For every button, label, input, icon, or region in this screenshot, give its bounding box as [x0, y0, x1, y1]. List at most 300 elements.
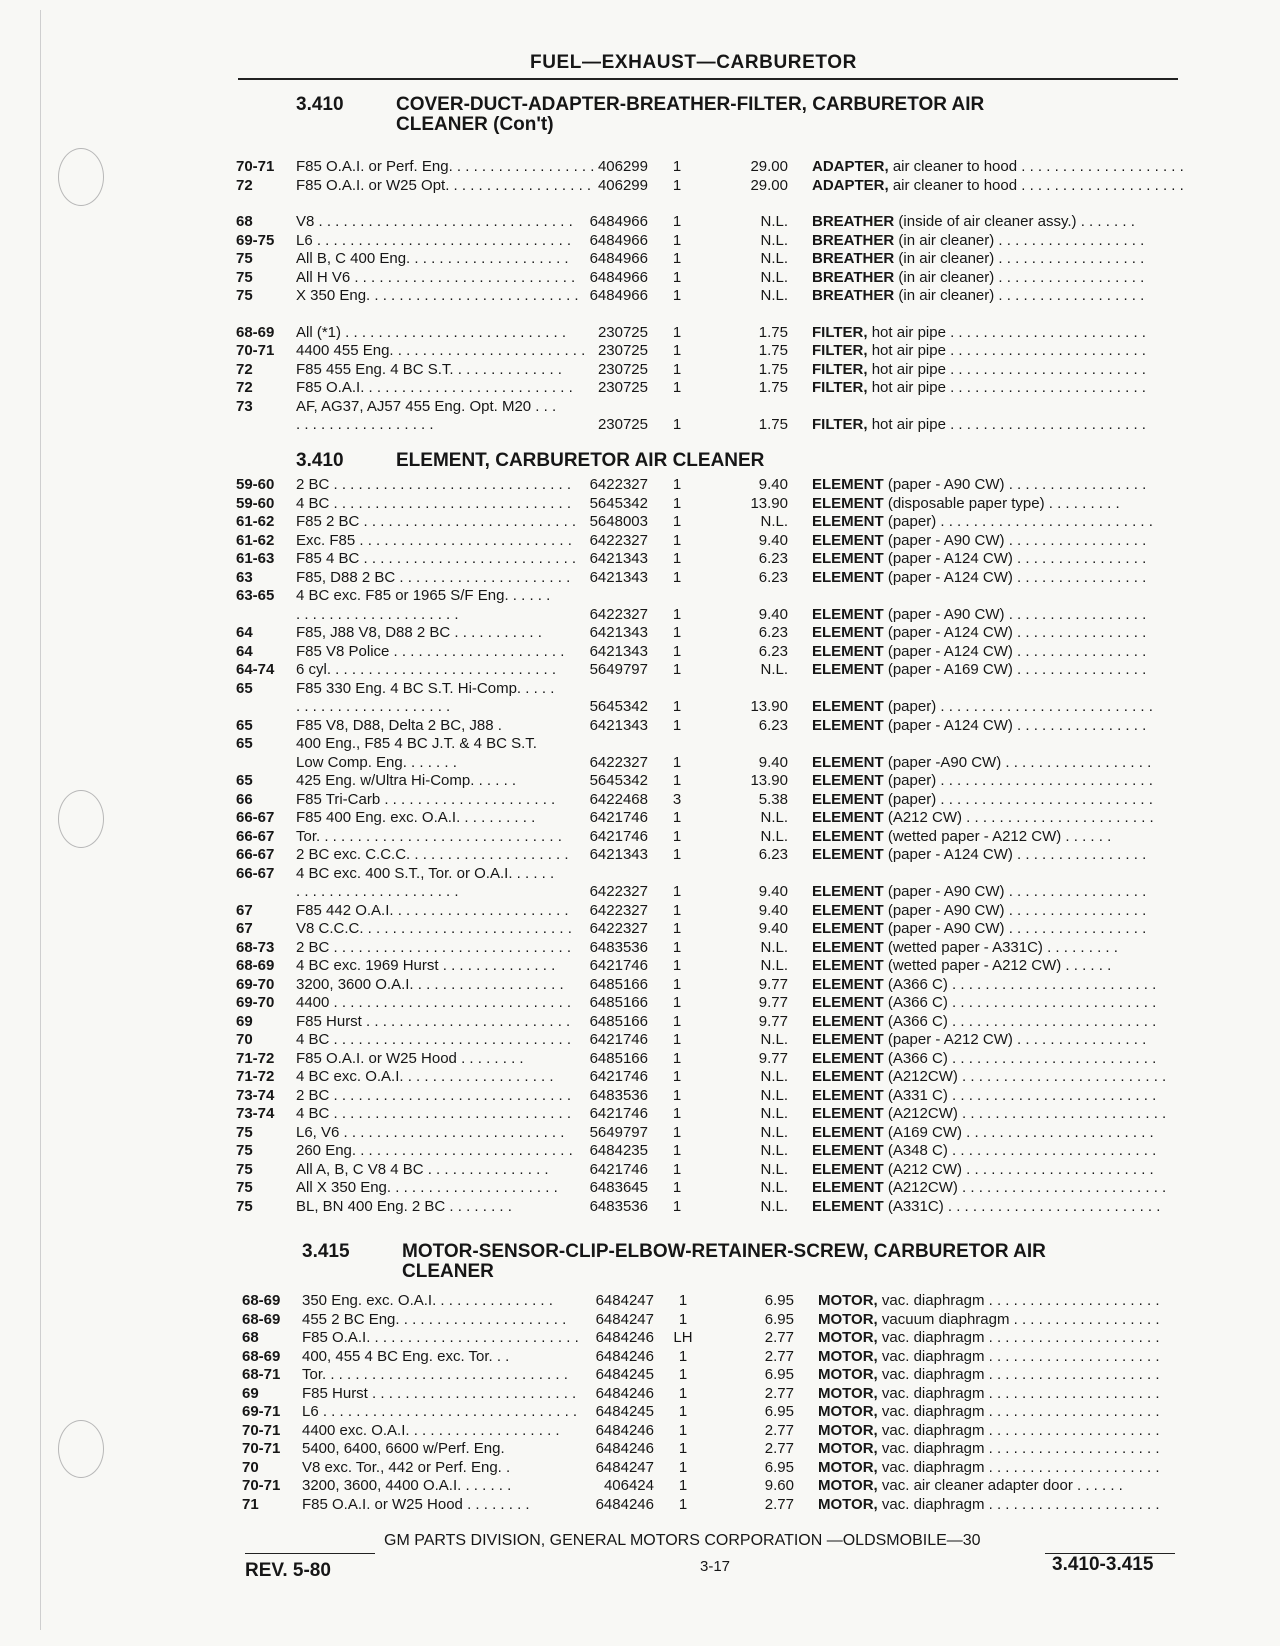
part-number: 6421746 — [589, 1160, 648, 1178]
part-description — [812, 532, 1182, 551]
model-year: 61-62 — [236, 513, 275, 530]
part-keyword: FILTER, — [812, 323, 868, 341]
part-number: 6485166 — [589, 975, 648, 993]
part-number: 6484966 — [589, 268, 648, 286]
part-description — [812, 846, 1182, 865]
model-description: 2 BC . . . . . . . . . . . . . . . . . . . . . . . . . . . . . — [296, 476, 572, 493]
part-number: 6422327 — [589, 605, 648, 623]
part-number: 6484246 — [595, 1347, 654, 1365]
part-description — [812, 994, 1182, 1013]
model-year: 66-67 — [236, 809, 275, 826]
quantity: 1 — [678, 1421, 688, 1439]
part-detail: (A212CW) . . . . . . . . . . . . . . . . . . . . . . . . . — [883, 1068, 1167, 1085]
price: 2.77 — [764, 1440, 794, 1457]
price: N.L. — [760, 827, 788, 845]
part-detail: vac. diaphragm . . . . . . . . . . . . . . . . . . . . . — [877, 1366, 1160, 1383]
model-description: F85 O.A.I. . . . . . . . . . . . . . . . . . . . . . . . . . — [296, 379, 573, 396]
part-description — [812, 920, 1182, 939]
price: 1.75 — [758, 323, 788, 341]
model-year: 75 — [236, 1160, 253, 1178]
model-year: 68-73 — [236, 938, 275, 956]
price: N.L. — [760, 268, 788, 286]
part-keyword: ELEMENT — [812, 513, 884, 530]
model-year: 70-71 — [242, 1440, 281, 1457]
table-row — [236, 680, 1182, 717]
part-detail: (paper - A124 CW) . . . . . . . . . . . . . . . . — [883, 624, 1147, 641]
quantity: 1 — [672, 176, 682, 194]
quantity: 1 — [678, 1403, 688, 1420]
part-number: 6421746 — [589, 1031, 648, 1048]
price: 13.90 — [750, 698, 788, 715]
quantity: 1 — [672, 379, 682, 396]
part-keyword: BREATHER — [812, 213, 895, 230]
part-number: 406424 — [603, 1477, 654, 1494]
part-description — [812, 883, 1182, 902]
quantity: 1 — [672, 550, 682, 567]
price: N.L. — [760, 957, 788, 974]
quantity: 1 — [672, 268, 682, 286]
quantity: 1 — [672, 1123, 682, 1141]
quantity: 1 — [672, 287, 682, 304]
quantity: 1 — [678, 1477, 688, 1494]
model-year: 72 — [236, 360, 253, 378]
price: N.L. — [760, 809, 788, 826]
section-heading-element — [296, 451, 764, 471]
model-year: 68-71 — [242, 1366, 281, 1383]
model-year: 63-65 — [236, 587, 275, 604]
part-number: 5645342 — [589, 772, 648, 789]
table-row — [236, 865, 1182, 902]
model-description: L6, V6 . . . . . . . . . . . . . . . . . . . . . . . . . . . — [296, 1123, 565, 1141]
part-description — [812, 1050, 1182, 1069]
model-description: 2 BC . . . . . . . . . . . . . . . . . . . . . . . . . . . . . — [296, 938, 572, 956]
part-description — [818, 1329, 1188, 1348]
price: 6.23 — [758, 568, 788, 586]
table-row — [236, 920, 1182, 939]
part-detail: (paper - A90 CW) . . . . . . . . . . . . . . . . . — [883, 531, 1147, 549]
part-description — [818, 1459, 1188, 1478]
part-keyword: MOTOR, — [818, 1292, 878, 1309]
part-keyword: ELEMENT — [812, 1012, 884, 1030]
model-year: 68-69 — [242, 1292, 281, 1309]
model-year: 66-67 — [236, 827, 275, 845]
table-row — [236, 1124, 1182, 1143]
part-number: 6484966 — [589, 231, 648, 249]
part-number: 6484245 — [595, 1403, 654, 1420]
table-row — [236, 177, 1182, 196]
part-keyword: FILTER, — [812, 342, 868, 359]
part-number: 6422468 — [589, 790, 648, 808]
quantity: 1 — [678, 1495, 688, 1513]
model-description: All B, C 400 Eng. . . . . . . . . . . . . . . . . . . . — [296, 250, 569, 267]
table-row — [236, 1087, 1182, 1106]
price: 2.77 — [764, 1347, 794, 1365]
part-detail: (in air cleaner) . . . . . . . . . . . . . . . . . . — [894, 250, 1145, 267]
price: 9.77 — [758, 1012, 788, 1030]
model-year: 72 — [236, 176, 253, 194]
part-keyword: ELEMENT — [812, 605, 884, 623]
model-description: BL, BN 400 Eng. 2 BC . . . . . . . . — [296, 1197, 512, 1215]
footer-revision: REV. 5-80 — [245, 1560, 331, 1581]
model-year: 70 — [242, 1458, 259, 1476]
section-heading-cover-duct — [296, 95, 984, 135]
part-keyword: MOTOR, — [818, 1403, 878, 1420]
binding-edge — [40, 10, 41, 1630]
part-number: 6483536 — [589, 938, 648, 956]
part-description — [812, 495, 1182, 514]
part-description — [812, 287, 1182, 306]
price: 13.90 — [750, 494, 788, 512]
model-year: 70 — [236, 1031, 253, 1048]
table-row — [236, 846, 1182, 865]
part-description — [812, 250, 1182, 269]
model-description: 455 2 BC Eng. . . . . . . . . . . . . . . . . . . . . — [302, 1310, 567, 1328]
part-keyword: FILTER, — [812, 416, 868, 433]
part-description — [812, 939, 1182, 958]
price: 13.90 — [750, 772, 788, 789]
model-description: All X 350 Eng. . . . . . . . . . . . . . . . . . . . . — [296, 1179, 558, 1196]
section-title-cont: CLEANER (Con't) — [396, 114, 554, 135]
price: N.L. — [760, 1068, 788, 1085]
model-year: 59-60 — [236, 476, 275, 493]
part-number: 6483645 — [589, 1179, 648, 1196]
model-year: 67 — [236, 920, 253, 937]
part-keyword: FILTER, — [812, 379, 868, 396]
part-description — [812, 1179, 1182, 1198]
footer-division: GM PARTS DIVISION, GENERAL MOTORS CORPORATION —OLDSMOBILE—30 — [384, 1532, 981, 1549]
part-description — [812, 957, 1182, 976]
part-description — [812, 1105, 1182, 1124]
model-year: 65 — [236, 735, 253, 752]
table-row — [236, 1068, 1182, 1087]
part-detail: (paper) . . . . . . . . . . . . . . . . . . . . . . . . . . — [883, 698, 1153, 715]
model-description: 2 BC exc. C.C.C. . . . . . . . . . . . . . . . . . . . — [296, 846, 569, 863]
part-detail: (paper - A90 CW) . . . . . . . . . . . . . . . . . — [883, 605, 1147, 623]
model-year: 75 — [236, 1179, 253, 1196]
part-detail: (A366 C) . . . . . . . . . . . . . . . . . . . . . . . . . — [883, 1049, 1157, 1067]
header-rule — [238, 78, 1178, 80]
quantity: 1 — [672, 323, 682, 341]
part-detail: (paper - A124 CW) . . . . . . . . . . . . . . . . — [883, 846, 1147, 863]
part-detail: (paper -A90 CW) . . . . . . . . . . . . . . . . . . — [883, 753, 1152, 771]
part-keyword: ELEMENT — [812, 772, 884, 789]
model-year: 72 — [236, 379, 253, 396]
part-number: 6483536 — [589, 1197, 648, 1215]
part-keyword: ELEMENT — [812, 1142, 884, 1159]
quantity: 1 — [678, 1384, 688, 1402]
part-detail: air cleaner to hood . . . . . . . . . . . . . . . . . . . . — [888, 176, 1184, 194]
quantity: 1 — [678, 1458, 688, 1476]
model-year: 68-69 — [236, 323, 275, 341]
part-detail: air cleaner to hood . . . . . . . . . . . . . . . . . . . . — [888, 158, 1184, 175]
table-row — [242, 1403, 1188, 1422]
part-keyword: MOTOR, — [818, 1495, 878, 1513]
part-description — [818, 1403, 1188, 1422]
price: 29.00 — [750, 176, 788, 194]
part-description — [812, 643, 1182, 662]
part-number: 230725 — [597, 360, 648, 378]
quantity: 1 — [672, 342, 682, 359]
model-description: X 350 Eng. . . . . . . . . . . . . . . . . . . . . . . . . . — [296, 287, 579, 304]
part-description — [818, 1496, 1188, 1515]
price: N.L. — [760, 250, 788, 267]
part-keyword: FILTER, — [812, 360, 868, 378]
part-keyword: ELEMENT — [812, 1049, 884, 1067]
price: N.L. — [760, 1179, 788, 1196]
model-year: 64 — [236, 624, 253, 641]
price: N.L. — [760, 213, 788, 230]
section-number: 3.415 — [302, 1241, 350, 1262]
price: 6.95 — [764, 1310, 794, 1328]
part-keyword: ELEMENT — [812, 827, 884, 845]
part-description — [812, 717, 1182, 736]
part-keyword: ELEMENT — [812, 698, 884, 715]
part-description — [818, 1348, 1188, 1367]
quantity: 1 — [672, 827, 682, 845]
price: 2.77 — [764, 1495, 794, 1513]
part-keyword: ELEMENT — [812, 1086, 884, 1104]
price: N.L. — [760, 231, 788, 249]
table-row — [236, 717, 1182, 736]
quantity: 1 — [672, 698, 682, 715]
quantity: 1 — [672, 158, 682, 175]
quantity: 1 — [672, 231, 682, 249]
table-row — [236, 398, 1182, 435]
price: 6.95 — [764, 1403, 794, 1420]
table-row — [236, 1013, 1182, 1032]
model-year: 70-71 — [236, 342, 275, 359]
quantity: 1 — [672, 809, 682, 826]
part-description — [812, 1124, 1182, 1143]
part-description — [812, 791, 1182, 810]
part-description — [812, 754, 1182, 773]
quantity: 1 — [672, 250, 682, 267]
part-number: 6421746 — [589, 1068, 648, 1085]
model-description: 4 BC . . . . . . . . . . . . . . . . . . . . . . . . . . . . . — [296, 1031, 572, 1048]
table-row — [236, 643, 1182, 662]
part-number: 6422327 — [589, 901, 648, 919]
part-description — [812, 809, 1182, 828]
table-row — [236, 379, 1182, 398]
punch-hole-middle — [58, 790, 104, 848]
table-row — [242, 1422, 1188, 1441]
price: 1.75 — [758, 360, 788, 378]
table-row — [236, 976, 1182, 995]
model-year: 61-63 — [236, 550, 275, 567]
price: 6.95 — [764, 1458, 794, 1476]
price: 6.95 — [764, 1366, 794, 1383]
price: 9.40 — [758, 605, 788, 623]
part-number: 6484966 — [589, 213, 648, 230]
part-number: 6421746 — [589, 827, 648, 845]
section-title: MOTOR-SENSOR-CLIP-ELBOW-RETAINER-SCREW, CARBURETOR AIR — [402, 1241, 1046, 1262]
part-description — [812, 569, 1182, 588]
price: 9.40 — [758, 476, 788, 493]
model-description: F85 O.A.I. or W25 Hood . . . . . . . . — [296, 1049, 524, 1067]
model-year: 59-60 — [236, 494, 275, 512]
table-row — [236, 324, 1182, 343]
part-keyword: ELEMENT — [812, 809, 884, 826]
part-description — [812, 213, 1182, 232]
part-keyword: MOTOR, — [818, 1477, 878, 1494]
quantity: LH — [673, 1329, 693, 1346]
table-row — [236, 791, 1182, 810]
part-number: 406299 — [597, 158, 648, 175]
part-number: 5648003 — [589, 513, 648, 530]
part-description — [812, 1068, 1182, 1087]
quantity: 1 — [672, 920, 682, 937]
price: 29.00 — [750, 158, 788, 175]
model-description: 6 cyl. . . . . . . . . . . . . . . . . . . . . . . . . . . . — [296, 661, 557, 678]
price: 9.40 — [758, 920, 788, 937]
part-number: 6422327 — [589, 883, 648, 900]
model-year: 64-74 — [236, 661, 275, 678]
footer-rule-left — [245, 1553, 375, 1554]
model-year: 69-70 — [236, 994, 275, 1011]
model-description: F85 Hurst . . . . . . . . . . . . . . . . . . . . . . . . . — [302, 1384, 577, 1402]
part-keyword: BREATHER — [812, 268, 895, 286]
table-row — [236, 287, 1182, 306]
part-detail: (paper - A90 CW) . . . . . . . . . . . . . . . . . — [883, 920, 1147, 937]
part-keyword: ADAPTER, — [812, 158, 889, 175]
price: 6.23 — [758, 550, 788, 567]
part-detail: (paper - A124 CW) . . . . . . . . . . . . . . . . — [883, 568, 1147, 586]
model-year: 68-69 — [242, 1310, 281, 1328]
table-row — [236, 513, 1182, 532]
part-number: 6421343 — [589, 550, 648, 567]
part-number: 6484235 — [589, 1142, 648, 1159]
part-keyword: BREATHER — [812, 231, 895, 249]
model-description: 2 BC . . . . . . . . . . . . . . . . . . . . . . . . . . . . . — [296, 1086, 572, 1104]
parts-table-motor-sensor — [242, 1292, 1188, 1514]
part-keyword: ELEMENT — [812, 938, 884, 956]
model-year: 73-74 — [236, 1086, 275, 1104]
model-description: All (*1) . . . . . . . . . . . . . . . . . . . . . . . . . . . — [296, 323, 567, 341]
part-description — [812, 158, 1182, 177]
part-detail: (A366 C) . . . . . . . . . . . . . . . . . . . . . . . . . — [883, 994, 1157, 1011]
table-row — [236, 476, 1182, 495]
part-detail: vac. diaphragm . . . . . . . . . . . . . . . . . . . . . — [877, 1421, 1160, 1439]
part-detail: (in air cleaner) . . . . . . . . . . . . . . . . . . — [894, 287, 1145, 304]
section-title: ELEMENT, CARBURETOR AIR CLEANER — [396, 450, 765, 471]
part-keyword: ELEMENT — [812, 901, 884, 919]
model-year: 68 — [236, 213, 253, 230]
quantity: 1 — [672, 975, 682, 993]
table-row — [236, 158, 1182, 177]
part-detail: (paper - A90 CW) . . . . . . . . . . . . . . . . . — [883, 476, 1147, 493]
part-number: 6484246 — [595, 1495, 654, 1513]
price: 1.75 — [758, 379, 788, 396]
model-description: Tor. . . . . . . . . . . . . . . . . . . . . . . . . . . . . . — [296, 827, 562, 845]
table-row — [242, 1385, 1188, 1404]
part-description — [812, 772, 1182, 791]
table-row — [242, 1459, 1188, 1478]
model-year: 69 — [242, 1384, 259, 1402]
model-year: 64 — [236, 642, 253, 660]
part-detail: (A169 CW) . . . . . . . . . . . . . . . . . . . . . . . — [883, 1123, 1154, 1141]
part-number: 5649797 — [589, 1123, 648, 1141]
price: N.L. — [760, 1105, 788, 1122]
part-description — [812, 1013, 1182, 1032]
model-description: F85 O.A.I. or W25 Hood . . . . . . . . — [302, 1495, 530, 1513]
part-number: 6484245 — [595, 1366, 654, 1383]
model-description: 4400 exc. O.A.I. . . . . . . . . . . . . . . . . . . — [302, 1421, 560, 1439]
table-row — [242, 1292, 1188, 1311]
model-description: F85 400 Eng. exc. O.A.I. . . . . . . . . . — [296, 809, 536, 826]
model-description: 4 BC . . . . . . . . . . . . . . . . . . . . . . . . . . . . . — [296, 1105, 572, 1122]
part-description — [812, 361, 1182, 380]
quantity: 1 — [672, 846, 682, 863]
part-keyword: ELEMENT — [812, 920, 884, 937]
model-year: 75 — [236, 1142, 253, 1159]
table-row — [236, 1198, 1182, 1217]
part-detail: vac. diaphragm . . . . . . . . . . . . . . . . . . . . . — [877, 1347, 1160, 1365]
model-year: 75 — [236, 250, 253, 267]
part-description — [812, 269, 1182, 288]
part-detail: vac. air cleaner adapter door . . . . . . — [877, 1477, 1123, 1494]
part-description — [818, 1311, 1188, 1330]
table-row — [236, 809, 1182, 828]
model-description: F85, D88 2 BC . . . . . . . . . . . . . . . . . . . . . — [296, 568, 571, 586]
price: N.L. — [760, 1197, 788, 1215]
model-year: 63 — [236, 568, 253, 586]
part-detail: vacuum diaphragm . . . . . . . . . . . . . . . . . . — [877, 1310, 1160, 1328]
model-year: 61-62 — [236, 531, 275, 549]
part-detail: (wetted paper - A212 CW) . . . . . . — [883, 827, 1112, 845]
part-keyword: ELEMENT — [812, 994, 884, 1011]
part-detail: (A331 C) . . . . . . . . . . . . . . . . . . . . . . . . . — [883, 1086, 1157, 1104]
part-description — [818, 1477, 1188, 1496]
table-row — [236, 269, 1182, 288]
table-row — [236, 1105, 1182, 1124]
part-number: 6484246 — [595, 1421, 654, 1439]
part-detail: (paper - A169 CW) . . . . . . . . . . . . . . . . — [883, 661, 1147, 678]
table-row — [236, 624, 1182, 643]
part-description — [812, 1087, 1182, 1106]
part-number: 230725 — [597, 416, 648, 433]
part-number: 5645342 — [589, 494, 648, 512]
part-description — [812, 902, 1182, 921]
part-keyword: ELEMENT — [812, 957, 884, 974]
quantity: 1 — [672, 213, 682, 230]
part-number: 6484247 — [595, 1292, 654, 1309]
part-detail: (paper - A90 CW) . . . . . . . . . . . . . . . . . — [883, 883, 1147, 900]
quantity: 1 — [672, 1160, 682, 1178]
part-description — [812, 1031, 1182, 1050]
part-detail: vac. diaphragm . . . . . . . . . . . . . . . . . . . . . — [877, 1440, 1160, 1457]
model-year: 73 — [236, 397, 253, 415]
part-keyword: ELEMENT — [812, 1031, 884, 1048]
quantity: 1 — [672, 1049, 682, 1067]
part-description — [818, 1292, 1188, 1311]
model-year: 70-71 — [242, 1477, 281, 1494]
part-detail: hot air pipe . . . . . . . . . . . . . . . . . . . . . . . . — [867, 323, 1146, 341]
part-detail: (paper) . . . . . . . . . . . . . . . . . . . . . . . . . . — [883, 772, 1153, 789]
model-description: 4 BC exc. O.A.I. . . . . . . . . . . . . . . . . . . — [296, 1068, 554, 1085]
model-description: F85 330 Eng. 4 BC S.T. Hi-Comp. . . . . . . . . . . . . . . . . . . . . . . . — [296, 679, 555, 715]
part-detail: (paper) . . . . . . . . . . . . . . . . . . . . . . . . . . — [883, 790, 1153, 808]
table-row — [236, 250, 1182, 269]
quantity: 1 — [672, 568, 682, 586]
part-keyword: ELEMENT — [812, 975, 884, 993]
quantity: 1 — [672, 1179, 682, 1196]
part-number: 6484966 — [589, 250, 648, 267]
punch-hole-top — [58, 148, 104, 206]
model-year: 69-71 — [242, 1403, 281, 1420]
part-detail: (wetted paper - A331C) . . . . . . . . . — [883, 938, 1118, 956]
price: N.L. — [760, 661, 788, 678]
model-description: F85 442 O.A.I. . . . . . . . . . . . . . . . . . . . . . — [296, 901, 569, 919]
